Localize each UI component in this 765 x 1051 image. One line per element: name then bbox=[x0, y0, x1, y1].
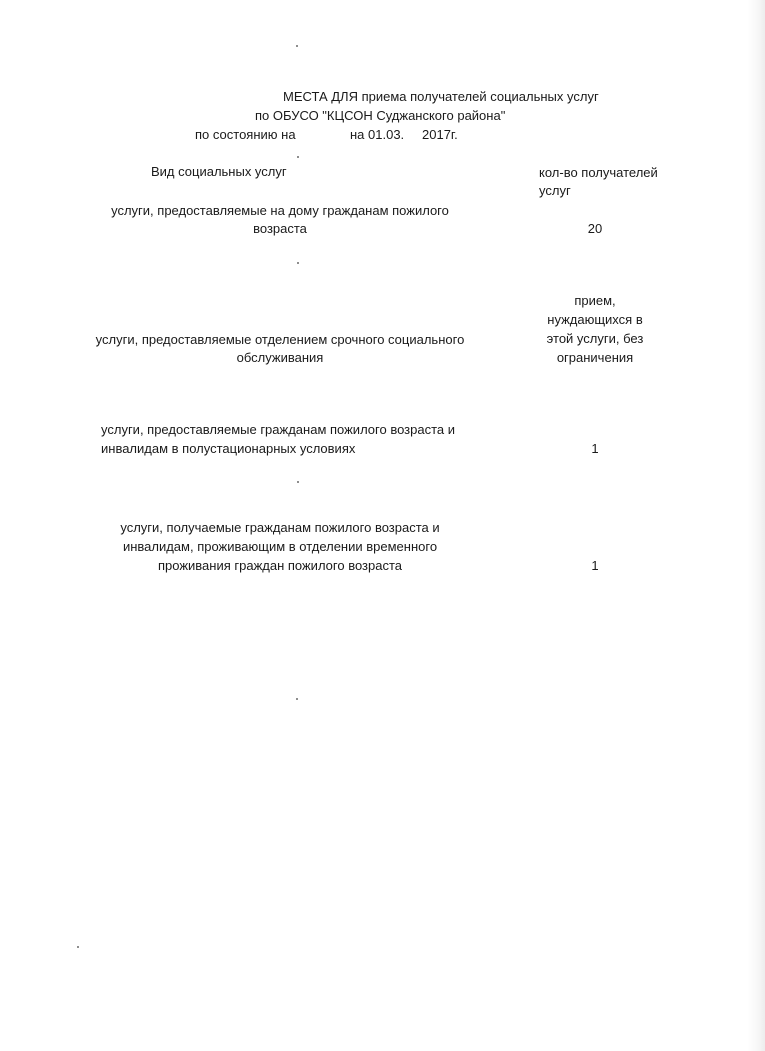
service-description-line: инвалидам, проживающим в отделении временного bbox=[122, 539, 438, 554]
recipient-count-line: нуждающихся в bbox=[547, 312, 643, 327]
scan-speck bbox=[297, 262, 299, 264]
column-header-service-type: Вид социальных услуг bbox=[151, 164, 287, 179]
scan-speck bbox=[297, 156, 299, 158]
scan-speck bbox=[296, 698, 298, 700]
service-description-line: услуги, предоставляемые гражданам пожилого возраста и bbox=[101, 422, 456, 437]
date-prefix: по состоянию на bbox=[195, 127, 296, 142]
recipient-count-line: прием, bbox=[574, 293, 616, 308]
service-description-line: обслуживания bbox=[236, 350, 324, 365]
service-description-line: услуги, предоставляемые отделением срочного социального bbox=[95, 332, 465, 347]
recipient-count: 1 bbox=[591, 558, 599, 573]
column-header-count-line1: кол-во получателей bbox=[539, 165, 658, 180]
scan-speck bbox=[297, 481, 299, 483]
service-description-line: возраста bbox=[253, 221, 307, 236]
recipient-count-line: этой услуги, без bbox=[546, 331, 644, 346]
column-header-count-line2: услуг bbox=[539, 183, 571, 198]
scanned-page-edge bbox=[747, 0, 765, 1051]
date-value: на 01.03. bbox=[350, 127, 405, 142]
organization-name: по ОБУСО "КЦСОН Суджанского района" bbox=[255, 108, 506, 123]
service-description-line: услуги, предоставляемые на дому гражданам пожилого bbox=[111, 203, 449, 218]
service-description-line: проживания граждан пожилого возраста bbox=[157, 558, 403, 573]
document-title: МЕСТА ДЛЯ приема получателей социальных услуг bbox=[283, 89, 599, 104]
recipient-count-line: ограничения bbox=[556, 350, 634, 365]
date-year: 2017г. bbox=[422, 127, 458, 142]
recipient-count: 20 bbox=[587, 221, 603, 236]
recipient-count: 1 bbox=[591, 441, 599, 456]
scan-speck bbox=[77, 946, 79, 948]
scan-speck bbox=[296, 45, 298, 47]
service-description-line: инвалидам в полустационарных условиях bbox=[101, 441, 356, 456]
service-description-line: услуги, получаемые гражданам пожилого возраста и bbox=[120, 520, 440, 535]
